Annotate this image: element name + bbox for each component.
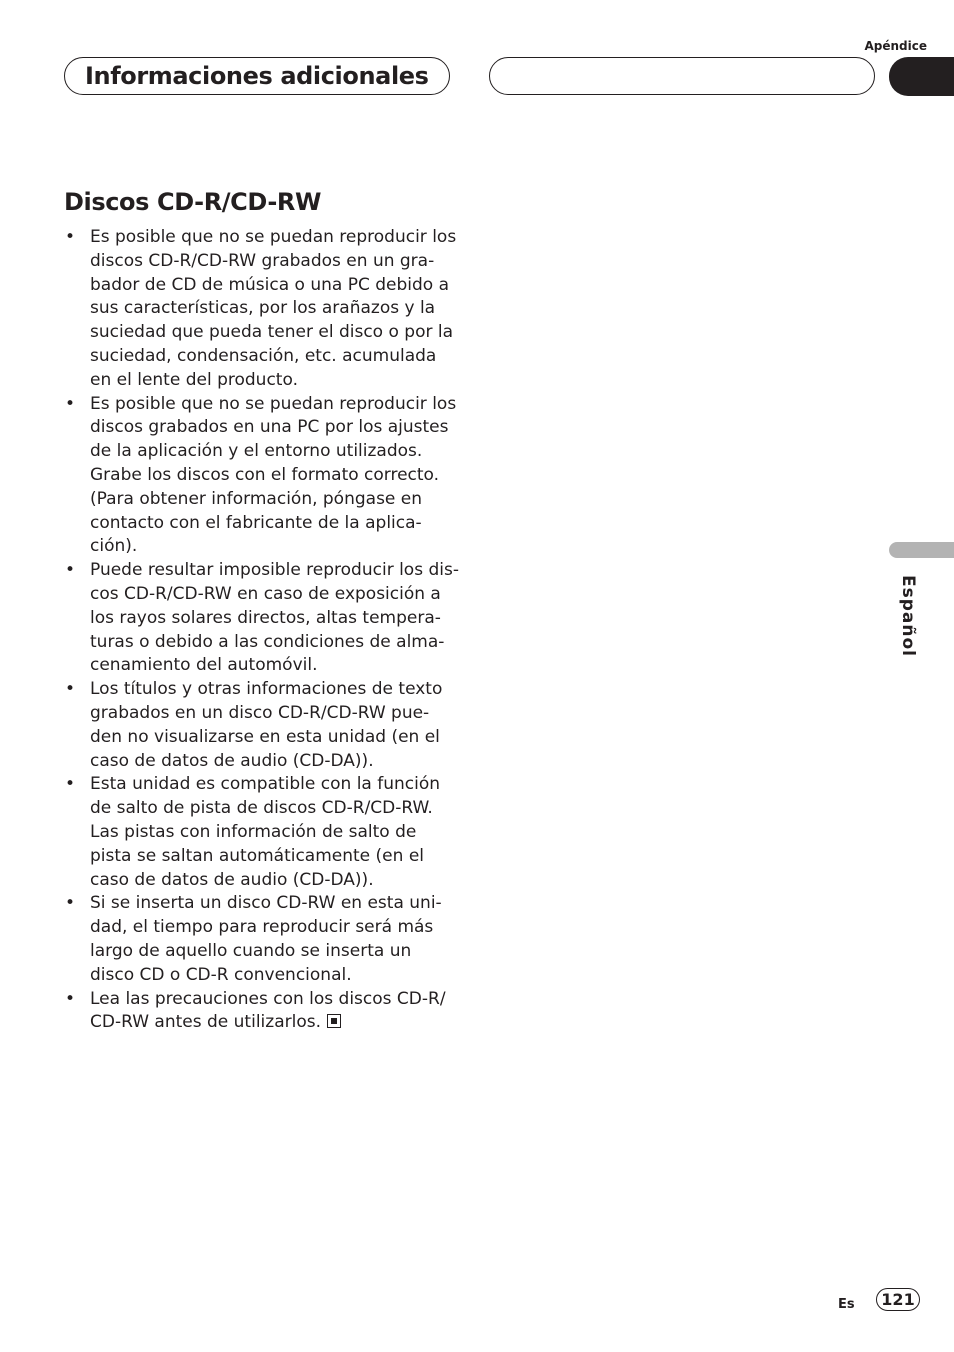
list-item: [64, 773, 462, 892]
section-label: Apéndice: [864, 39, 927, 53]
list-item-line: suciedad, condensación, etc. acumulada: [90, 345, 437, 366]
list-item: [64, 226, 462, 393]
list-item-line: bador de CD de música o una PC debido a: [90, 274, 450, 295]
list-item-line: los rayos solares directos, altas tempera-: [90, 607, 441, 628]
list-item-line: suciedad que pueda tener el disco o por la: [90, 322, 454, 343]
chapter-title: Informaciones adicionales: [85, 62, 429, 90]
list-item-line: den no visualizarse en esta unidad (en el: [90, 726, 440, 747]
list-item-line: caso de datos de audio (CD-DA)).: [90, 750, 374, 771]
list-item-line: disco CD o CD-R convencional.: [90, 964, 352, 985]
list-item: [64, 892, 462, 987]
empty-header-pill: [489, 57, 875, 95]
language-code: Es: [838, 1297, 855, 1312]
list-item: [64, 988, 462, 1036]
language-label: Español: [898, 575, 918, 657]
list-item-line: de salto de pista de discos CD-R/CD-RW.: [90, 798, 433, 819]
list-item-line: caso de datos de audio (CD-DA)).: [90, 869, 374, 890]
list-item-line: en el lente del producto.: [90, 369, 298, 390]
list-item-line: grabados en un disco CD-R/CD-RW pue-: [90, 702, 430, 723]
bullet-icon: •: [65, 893, 76, 914]
end-of-section-icon: [327, 1014, 341, 1028]
list-item-line: Es posible que no se puedan reproducir los: [90, 393, 457, 414]
chapter-header-pill: [64, 57, 450, 95]
list-item-line: Es posible que no se puedan reproducir los: [90, 227, 457, 247]
list-item-line: Si se inserta un disco CD-RW en esta uni-: [90, 893, 442, 914]
list-item-line: contacto con el fabricante de la aplica-: [90, 512, 422, 533]
page-heading: Discos CD-R/CD-RW: [64, 188, 322, 216]
section-tab-marker: [889, 57, 954, 96]
bullet-icon: •: [65, 988, 76, 1009]
list-item-line: Los títulos y otras informaciones de texto: [90, 679, 443, 700]
list-item-line: discos CD-R/CD-RW grabados en un gra-: [90, 250, 435, 271]
list-item-line: ción).: [90, 536, 138, 557]
list-item-line: cos CD-R/CD-RW en caso de exposición a: [90, 583, 441, 604]
bullet-icon: •: [65, 393, 76, 414]
list-item-line: dad, el tiempo para reproducir será más: [90, 917, 434, 938]
list-item-line: turas o debido a las condiciones de alma-: [90, 631, 445, 652]
bullet-icon: •: [65, 679, 76, 700]
bullet-list: [64, 226, 462, 1035]
list-item-line: de la aplicación y el entorno utilizados.: [90, 441, 423, 462]
list-item-line: Lea las precauciones con los discos CD-R/: [90, 988, 446, 1009]
list-item-line: Esta unidad es compatible con la función: [90, 774, 441, 795]
bullet-icon: •: [65, 227, 76, 247]
list-item: [64, 393, 462, 560]
list-item-line: sus características, por los arañazos y la: [90, 298, 436, 319]
list-item-line: Grabe los discos con el formato correcto.: [90, 464, 440, 485]
list-item: [64, 559, 462, 678]
list-item-line: pista se saltan automáticamente (en el: [90, 845, 424, 866]
list-item-text: CD-RW antes de utilizarlos.: [90, 1012, 321, 1033]
list-item-line: [90, 1011, 462, 1035]
bullet-icon: •: [65, 774, 76, 795]
list-item-line: largo de aquello cuando se inserta un: [90, 940, 412, 961]
language-tab-marker: [889, 542, 954, 558]
list-item: [64, 678, 462, 773]
list-item-line: Puede resultar imposible reproducir los dis-: [90, 560, 459, 581]
list-item-line: discos grabados en una PC por los ajustes: [90, 417, 449, 438]
list-item-line: Las pistas con información de salto de: [90, 821, 417, 842]
page-number: 121: [876, 1288, 920, 1311]
list-item-line: cenamiento del automóvil.: [90, 655, 318, 676]
list-item-line: (Para obtener información, póngase en: [90, 488, 423, 509]
bullet-icon: •: [65, 560, 76, 581]
